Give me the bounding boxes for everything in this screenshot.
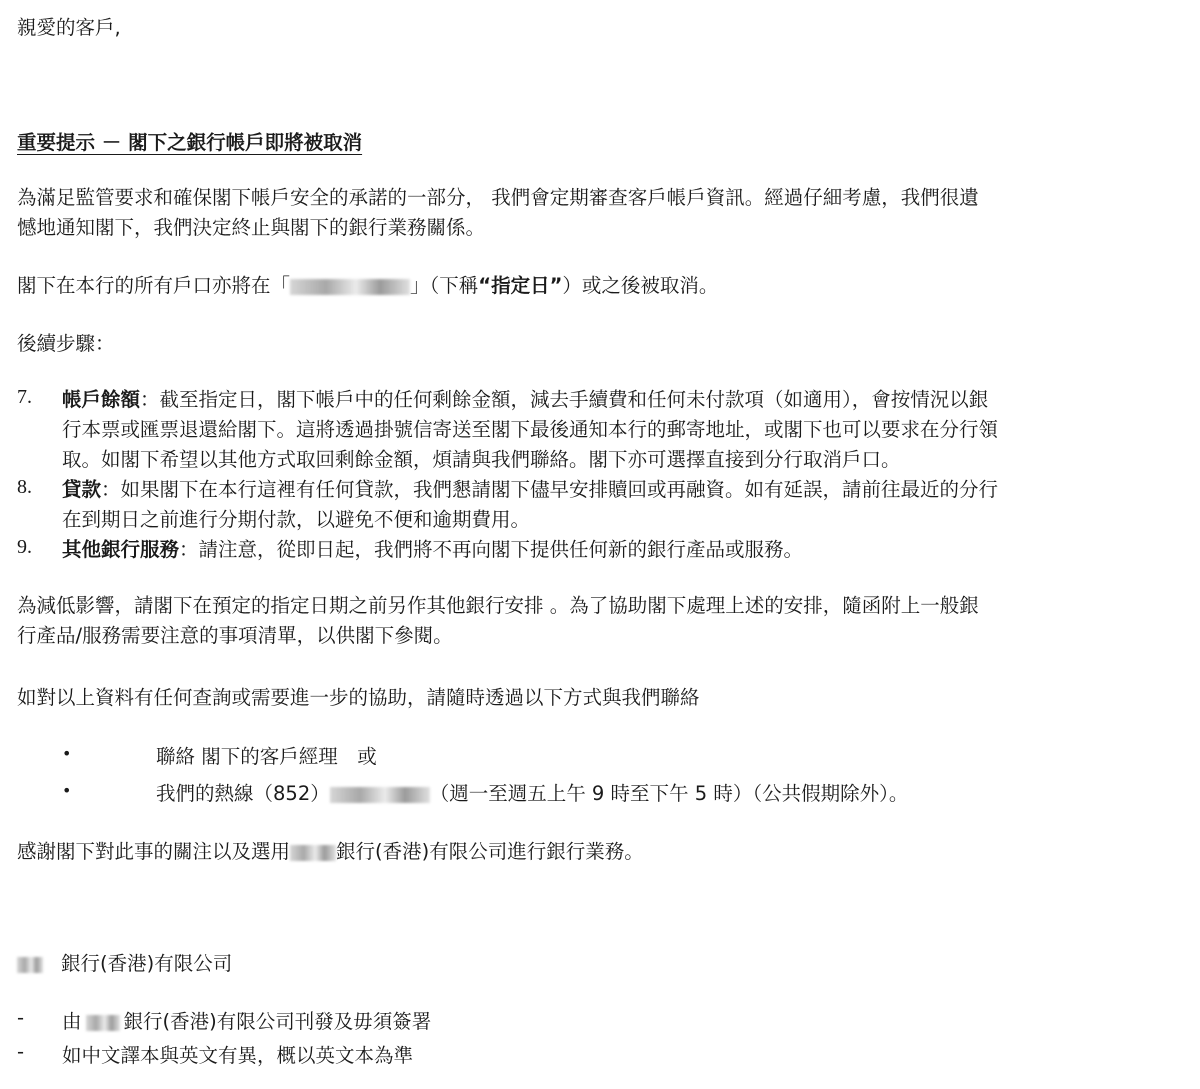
paragraph-3-line-2: 行產品/服務需要注意的事項清單，以供閣下參閱。 xyxy=(17,624,453,647)
paragraph-1-line-2: 憾地通知閣下，我們決定終止與閣下的銀行業務關係。 xyxy=(17,216,486,239)
item-account-balance-line-3: 取。如閣下希望以其他方式取回剩餘金額，煩請與我們聯絡。閣下亦可選擇直接到分行取消戶口。 xyxy=(62,448,901,471)
item-number: 9. xyxy=(17,536,32,558)
redacted-bank-logo xyxy=(17,957,43,973)
paragraph-2 xyxy=(17,272,718,300)
paragraph-4: 如對以上資料有任何查詢或需要進一步的協助，請隨時透過以下方式與我們聯絡 xyxy=(17,686,700,709)
footer-dash: - xyxy=(17,1040,25,1063)
designated-date-term: “指定日” xyxy=(478,274,563,297)
thanks-before: 感謝閣下對此事的關注以及選用 xyxy=(17,840,291,863)
hotline-label: 我們的熱線（852） xyxy=(156,782,330,805)
hotline-hours: （週一至週五上午 9 時至下午 5 時）（公共假期除外）。 xyxy=(429,782,909,805)
item-number: 7. xyxy=(17,386,32,408)
bullet: • xyxy=(62,744,72,763)
item-text: ：請注意，從即日起，我們將不再向閣下提供任何新的銀行產品或服務。 xyxy=(179,538,804,561)
greeting: 親愛的客戶, xyxy=(17,16,121,39)
redacted-bank-name xyxy=(290,845,336,861)
contact-relationship-manager: 聯絡 閣下的客戶經理 或 xyxy=(156,745,377,768)
thanks-line xyxy=(17,838,644,866)
thanks-after: 銀行(香港)有限公司進行銀行業務。 xyxy=(336,840,644,863)
redacted-phone xyxy=(330,787,430,803)
item-text: ：截至指定日，閣下帳戶中的任何剩餘金額，減去手續費和任何未付款項（如適用），會按情況以銀 xyxy=(140,388,989,411)
redacted-date xyxy=(290,279,410,295)
paragraph-1-line-1: 為滿足監管要求和確保閣下帳戶安全的承諾的一部分， 我們會定期審查客戶帳戶資訊。經過仔細考慮，我們很遺 xyxy=(17,186,979,209)
footer-issued-after: 銀行(香港)有限公司刊發及毋須簽署 xyxy=(123,1010,432,1033)
paragraph-2-end: ）或之後被取消。 xyxy=(562,274,719,297)
footer-issued-before: 由 xyxy=(62,1010,82,1033)
redacted-bank-name xyxy=(86,1015,120,1031)
footer-translation-note: 如中文譯本與英文有異，概以英文本為準 xyxy=(62,1044,414,1067)
paragraph-2-before: 閣下在本行的所有戶口亦將在「 xyxy=(17,274,291,297)
item-loans-line-1 xyxy=(62,476,998,504)
signature-text: 銀行(香港)有限公司 xyxy=(61,952,233,975)
item-title: 帳戶餘額 xyxy=(62,388,141,411)
footer-dash: - xyxy=(17,1006,25,1029)
item-account-balance-line-2: 行本票或匯票退還給閣下。這將透過掛號信寄送至閣下最後通知本行的郵寄地址，或閣下也可以要求在分行領 xyxy=(62,418,999,441)
item-text: ：如果閣下在本行這裡有任何貸款，我們懇請閣下儘早安排贖回或再融資。如有延誤，請前往最近的分行 xyxy=(101,478,999,501)
bullet: • xyxy=(62,781,72,800)
item-other-services-line-1 xyxy=(62,536,803,564)
paragraph-3-line-1: 為減低影響，請閣下在預定的指定日期之前另作其他銀行安排 。為了協助閣下處理上述的安排，隨函附上一般銀 xyxy=(17,594,979,617)
signature-bank-name xyxy=(17,950,232,978)
contact-hotline xyxy=(156,778,908,806)
item-title: 貸款 xyxy=(62,478,102,501)
item-title: 其他銀行服務 xyxy=(62,538,180,561)
paragraph-2-after: 」（下稱 xyxy=(410,274,479,297)
item-number: 8. xyxy=(17,476,32,498)
item-account-balance-line-1 xyxy=(62,386,988,414)
item-loans-line-2: 在到期日之前進行分期付款，以避免不便和逾期費用。 xyxy=(62,508,531,531)
notice-heading: 重要提示 － 閣下之銀行帳戶即將被取消 xyxy=(17,131,363,154)
footer-issued-by xyxy=(62,1006,431,1034)
next-steps-label: 後續步驟： xyxy=(17,332,115,355)
